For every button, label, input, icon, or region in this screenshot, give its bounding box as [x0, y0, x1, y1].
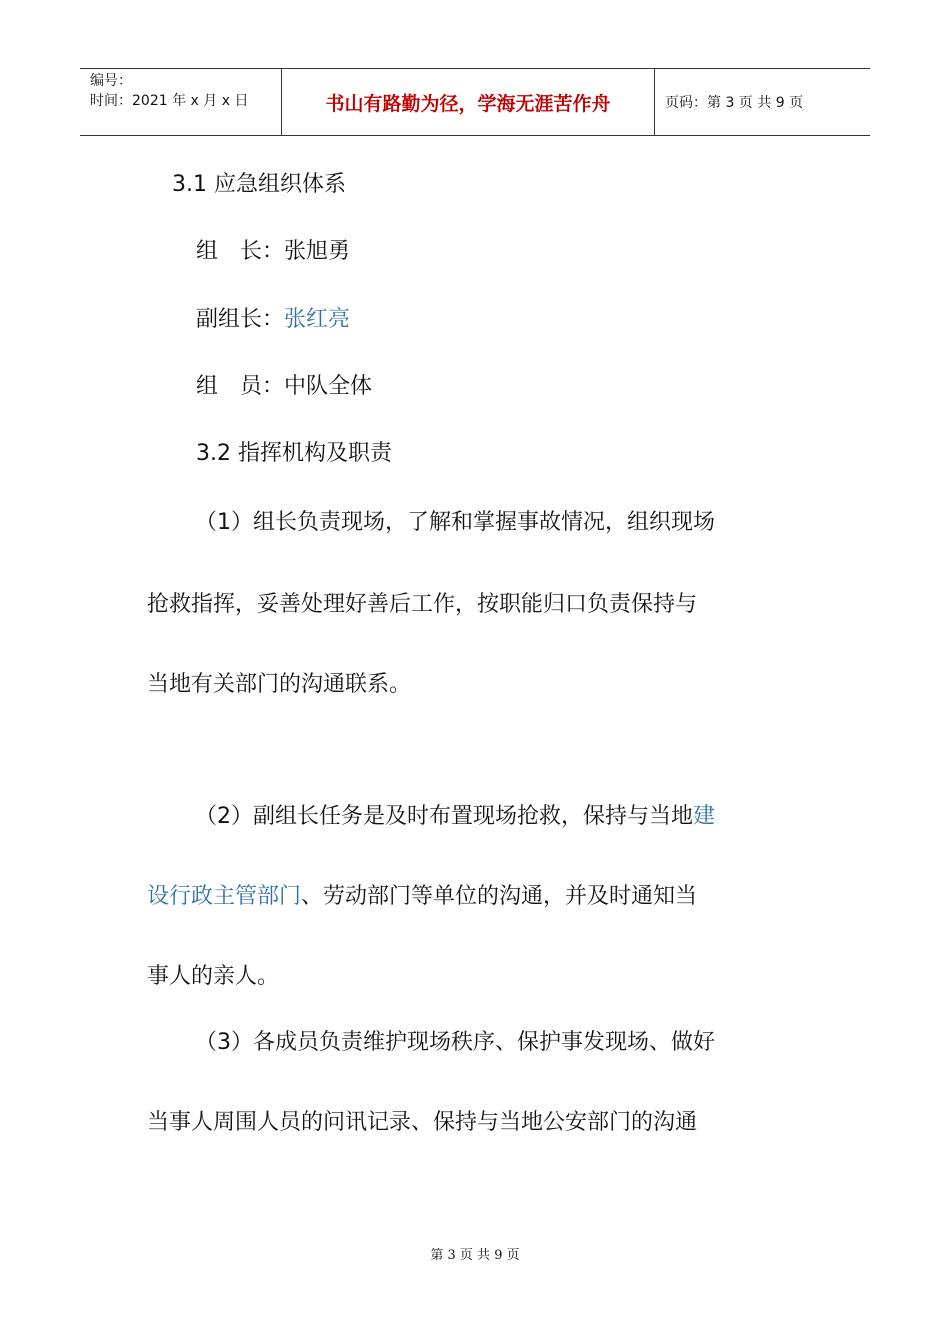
members-line: 组 员：中队全体: [196, 374, 373, 399]
paragraph-3-line-1: （3）各成员负责维护现场秩序、保护事发现场、做好: [195, 1030, 715, 1055]
number-label: 编号：: [90, 73, 132, 89]
deputy-label: 副组长：: [196, 307, 285, 332]
paragraph-2-line-1-text: （2）副组长任务是及时布置现场抢救，保持与当地: [195, 804, 693, 829]
page-info: 页码：第 3 页 共 9 页: [665, 95, 804, 111]
paragraph-2-highlight-end: 设行政主管部门: [147, 884, 302, 909]
deputy-name: 张红亮: [284, 307, 351, 332]
header-meta: [80, 69, 282, 135]
header-motto-cell: [282, 69, 655, 135]
section-heading-3-1: 3.1 应急组织体系: [172, 172, 346, 197]
section-heading-3-2: 3.2 指挥机构及职责: [196, 441, 392, 466]
paragraph-2-highlight-start: 建: [693, 804, 716, 829]
deputy-line: [196, 305, 350, 335]
date-line: 时间：2021 年 x 月 x 日: [90, 93, 249, 109]
header-page-info-cell: [655, 69, 870, 135]
paragraph-1-line-1: （1）组长负责现场，了解和掌握事故情况，组织现场: [195, 510, 715, 535]
page-footer: 第 3 页 共 9 页: [430, 1248, 520, 1263]
paragraph-3-line-2: 当事人周围人员的问讯记录、保持与当地公安部门的沟通: [147, 1110, 698, 1135]
document-header: [80, 68, 870, 136]
motto: 书山有路勤为径，学海无涯苦作舟: [325, 92, 611, 115]
paragraph-2-line-3: 事人的亲人。: [147, 964, 280, 989]
paragraph-2-line-2-text: 、劳动部门等单位的沟通，并及时通知当: [301, 884, 698, 909]
paragraph-2-line-2: [147, 882, 697, 912]
leader-line: 组 长：张旭勇: [196, 239, 351, 264]
paragraph-1-line-2: 抢救指挥，妥善处理好善后工作，按职能归口负责保持与: [147, 592, 698, 617]
paragraph-1-line-3: 当地有关部门的沟通联系。: [147, 672, 412, 697]
paragraph-2-line-1: [195, 802, 715, 832]
